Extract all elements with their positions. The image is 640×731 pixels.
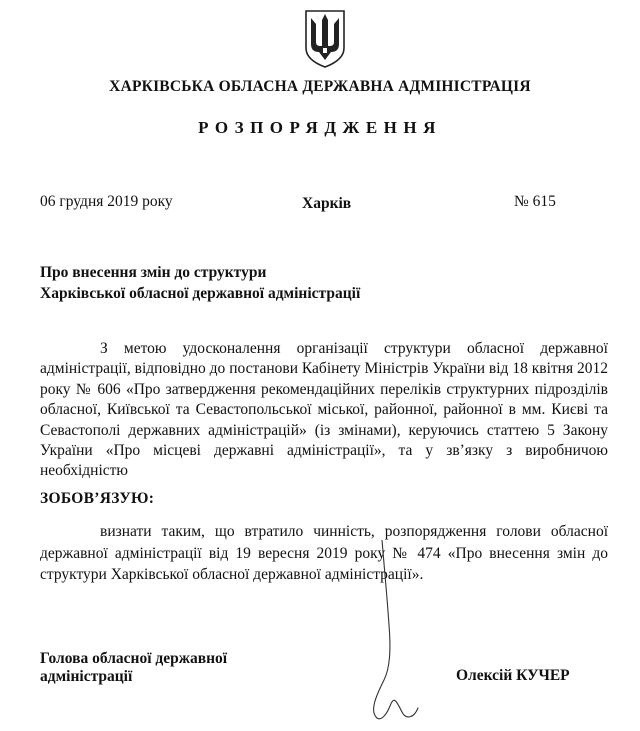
- document-date: 06 грудня 2019 року: [40, 193, 173, 210]
- preamble-paragraph: З метою удосконалення організації структури обласної державної адміністрації, відповідно до постанови Кабінету Міністрів України від 18 квітня 2012 року № 606 «Про затвердження рекомендаційних переліків структурних підрозділів обласної, Київської та Севастопольської міської, районної, районної в мм. Києві та Севастополі державних адміністрацій» (із змінами), керуючись статтею 5 Закону України «Про місцеві державні адміністрації», та у зв’язку з виробничою необхідністю: [40, 340, 608, 480]
- signatory-position-line-1: Голова обласної державної: [40, 650, 228, 667]
- document-subject: [40, 262, 440, 304]
- handwritten-signature: [360, 540, 420, 725]
- subject-line-2: Харківської обласної державної адміністрації: [40, 285, 361, 302]
- document-type-title: РОЗПОРЯДЖЕННЯ: [198, 118, 442, 137]
- signatory-name: Олексій КУЧЕР: [456, 667, 570, 684]
- trident-emblem-icon: [303, 8, 347, 70]
- document-city: Харків: [302, 195, 352, 212]
- organization-name: ХАРКІВСЬКА ОБЛАСНА ДЕРЖАВНА АДМІНІСТРАЦІЯ: [109, 78, 531, 95]
- signatory-position: [40, 650, 227, 686]
- subject-line-1: Про внесення змін до структури: [40, 264, 267, 281]
- signatory-position-line-2: адміністрації: [40, 668, 133, 685]
- order-paragraph: визнати таким, що втратило чинність, розпорядження голови обласної державної адміністрації від 19 вересня 2019 року № 474 «Про внесення змін до структури Харківської обласної державної адміністрації».: [40, 523, 608, 584]
- order-keyword: ЗОБОВ’ЯЗУЮ:: [40, 490, 155, 507]
- document-number: № 615: [514, 193, 556, 210]
